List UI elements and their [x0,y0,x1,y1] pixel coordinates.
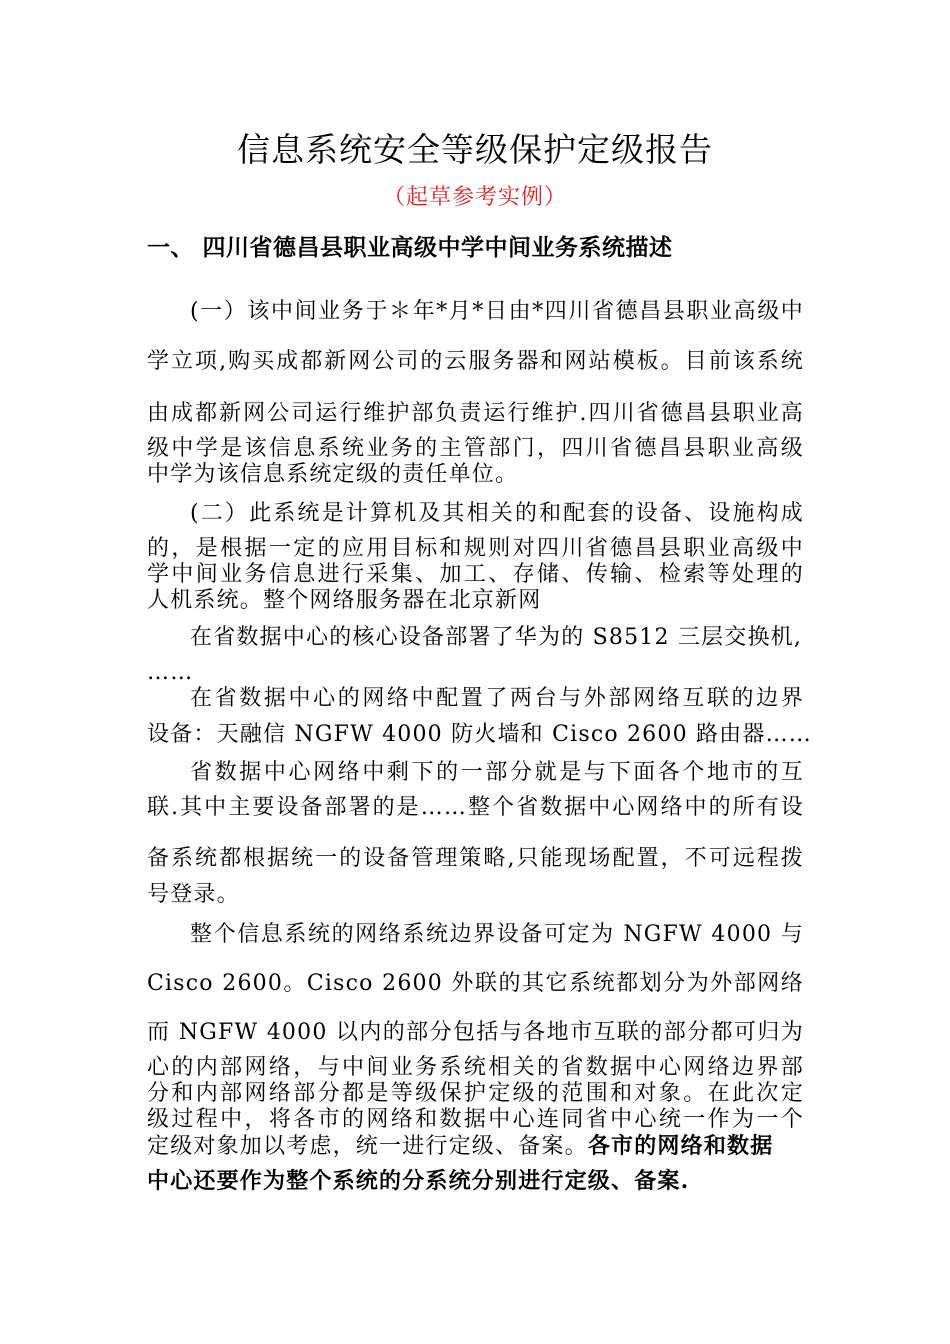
paragraph-line: 分和内部网络部分都是等级保护定级的范围和对象。在此次定 [147,1081,804,1106]
paragraph-line: 中学为该信息系统定级的责任单位。 [147,462,519,487]
paragraph-line: 级过程中，将各市的网络和数据中心连同省中心统一作为一个 [147,1107,804,1132]
paragraph-line: 在省数据中心的核心设备部署了华为的 S8512 三层交换机, [190,625,803,650]
paragraph-line: 联.其中主要设备部署的是……整个省数据中心网络中的所有设 [147,795,804,820]
paragraph-line [147,1132,804,1161]
bold-emphasis-line: 中心还要作为整个系统的分系统分别进行定级、备案. [147,1168,690,1194]
section-heading: 一、 四川省德昌县职业高级中学中间业务系统描述 [147,235,673,261]
paragraph-line: 在省数据中心的网络中配置了两台与外部网络互联的边界 [190,686,804,711]
paragraph-line: (二）此系统是计算机及其相关的和配套的设备、设施构成 [190,501,804,526]
paragraph-line: 设备：天融信 NGFW 4000 防火墙和 Cisco 2600 路由器…… [147,722,812,747]
paragraph-line: 省数据中心网络中剩下的一部分就是与下面各个地市的互 [190,760,804,785]
paragraph-line: 级中学是该信息系统业务的主管部门，四川省德昌县职业高级 [147,436,804,461]
paragraph-line: 号登录。 [147,882,240,907]
paragraph-line: 学中间业务信息进行采集、加工、存储、传输、检索等处理的 [147,562,804,587]
page-title: 信息系统安全等级保护定级报告 [237,130,713,169]
bold-emphasis: 各市的网络和数据 [587,1133,774,1159]
paragraph-line: 心的内部网络，与中间业务系统相关的省数据中心网络边界部 [147,1055,804,1080]
paragraph-line: 整个信息系统的网络系统边界设备可定为 NGFW 4000 与 [190,922,804,947]
paragraph-line: 学立项,购买成都新网公司的云服务器和网站模板。目前该系统 [147,349,804,374]
paragraph-line: …… [147,660,194,685]
paragraph-line: 备系统都根据统一的设备管理策略,只能现场配置，不可远程拨 [147,846,804,871]
paragraph-line: 人机系统。整个网络服务器在北京新网 [147,588,542,613]
paragraph-line: (一）该中间业务于＊年*月*日由*四川省德昌县职业高级中 [190,299,804,324]
paragraph-text: 定级对象加以考虑，统一进行定级、备案。 [147,1134,588,1159]
paragraph-line: 而 NGFW 4000 以内的部分包括与各地市互联的部分都可归为 [147,1020,804,1045]
paragraph-line: 由成都新网公司运行维护部负责运行维护.四川省德昌县职业高 [147,401,804,426]
paragraph-line: Cisco 2600。Cisco 2600 外联的其它系统都划分为外部网络 [147,971,804,996]
page-subtitle: （起草参考实例） [382,185,567,210]
paragraph-line: 的，是根据一定的应用目标和规则对四川省德昌县职业高级中 [147,536,804,561]
